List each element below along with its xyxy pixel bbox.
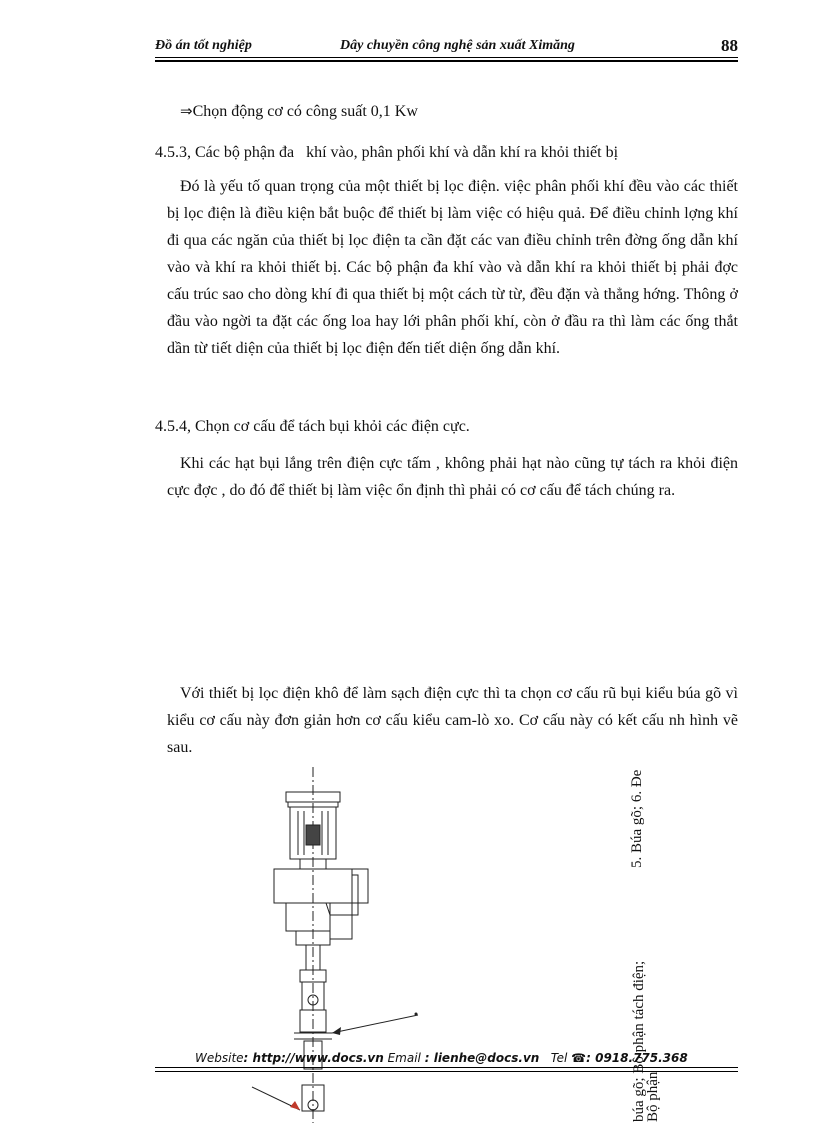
phone-icon: ☎ [571, 1051, 587, 1065]
figure-legend-hammer-separator: búa gõ; Bộ phận tách điện; [631, 960, 647, 1122]
page-header [155, 36, 738, 58]
section-heading-4-5-4: 4.5.4, Chọn cơ cấu để tách bụi khỏi các điện cực. [155, 418, 470, 435]
footer-rule-second [155, 1071, 738, 1072]
paragraph-dust-separation: Khi các hạt bụi lắng trên điện cực tấm , không phải hạt nào cũng tự tách ra khỏi điện cực đợc , do đó để thiết bị làm việc ổn định thì phải có cơ cấu để tách chúng ra. [167, 455, 738, 499]
figure-legend-hammer-anvil: 5. Búa gõ; 6. Đe [629, 769, 645, 868]
footer-rule [155, 1067, 738, 1068]
tel-label: Tel [550, 1051, 568, 1065]
figure-legend-part: Bộ phận [645, 1071, 661, 1122]
footer-contact: Website: http://www.docs.vn Email : lienhe@docs.vn Tel ☎: 0918.775.368 [195, 1051, 688, 1065]
email-link[interactable]: lienhe@docs.vn [433, 1051, 540, 1065]
paragraph-gas-distribution: Đó là yếu tố quan trọng của một thiết bị lọc điện. việc phân phối khí đều vào các thiết bị lọc điện là điều kiện bắt buộc để thiết bị làm việc có hiệu quả. Để điều chỉnh lợng khí đi qua các ngăn của thiết bị lọc điện ta cần đặt các van điều chỉnh trên đờng ống dẫn khí vào và khí ra khỏi thiết bị. Các bộ phận đa khí vào và dẫn khí ra khỏi thiết bị phải đợc cấu trúc sao cho dòng khí đi qua thiết bị một cách từ từ, đều đặn và thẳng hớng. Thông ở đầu vào ngời ta đặt các ống loa hay lới phân phối khí, còn ở đầu ra thì làm các ống thắt dần từ tiết diện của thiết bị lọc điện đến tiết diện ống dẫn khí. [167, 178, 738, 357]
website-link[interactable]: http://www.docs.vn [252, 1051, 384, 1065]
implies-arrow: ⇒ [180, 102, 193, 120]
website-label: Website [195, 1051, 244, 1065]
header-left: Đồ án tốt nghiệp [155, 38, 252, 53]
motor-choice-text: Chọn động cơ có công suất 0,1 Kw [192, 103, 418, 120]
hammer-mechanism-drawing [240, 765, 440, 1123]
section-heading-4-5-3: 4.5.3, Các bộ phận đa khí vào, phân phối khí và dẫn khí ra khỏi thiết bị [155, 144, 619, 161]
email-label: Email [387, 1051, 421, 1065]
header-title: Dây chuyền công nghệ sản xuất Ximăng [340, 38, 575, 53]
paragraph-hammer-mechanism: Với thiết bị lọc điện khô để làm sạch điện cực thì ta chọn cơ cấu rũ bụi kiểu búa gõ vì kiểu cơ cấu này đơn giản hơn cơ cấu kiểu cam-lò xo. Cơ cấu này có kết cấu nh hình vẽ sau. [167, 685, 738, 756]
header-rule-thick [155, 60, 738, 62]
motor-choice-line [180, 98, 418, 125]
tel-number: 0918.775.368 [595, 1051, 688, 1065]
header-rule [155, 57, 738, 58]
page-number: 88 [721, 36, 738, 55]
